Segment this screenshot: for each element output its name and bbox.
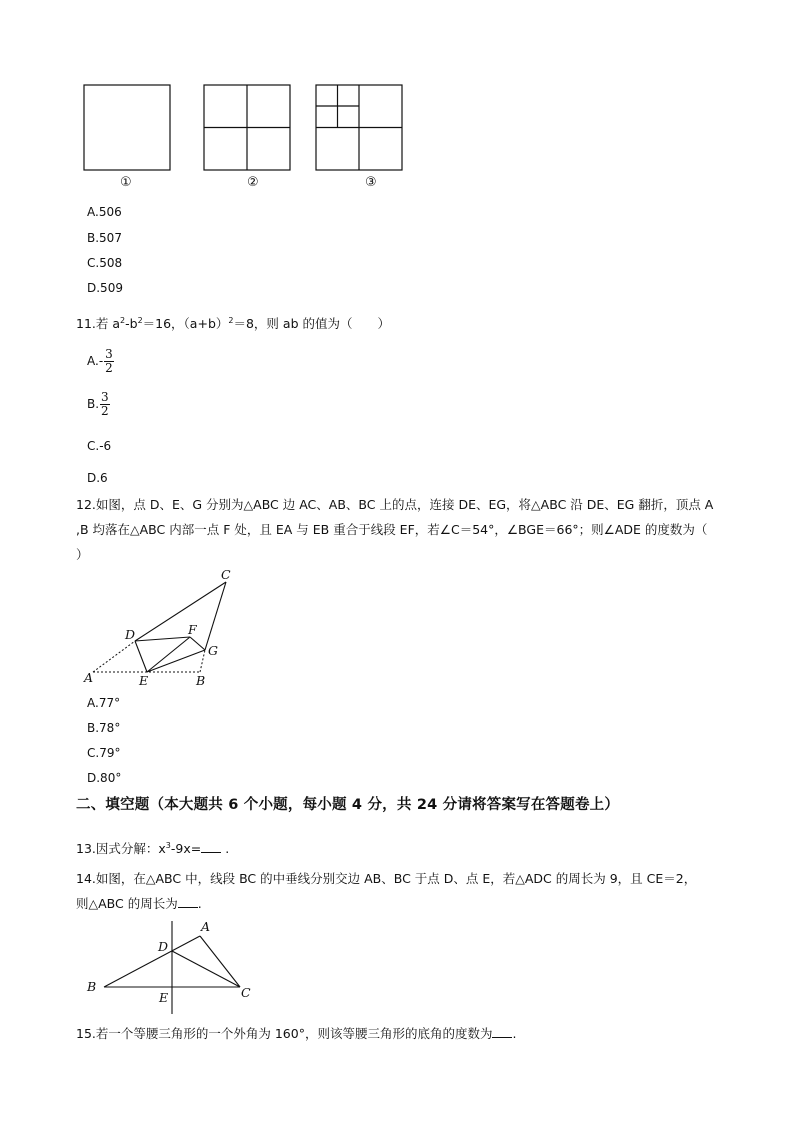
q14-label-b: B	[87, 979, 97, 994]
q14-question-line-2: 则△ABC 的周长为 .	[76, 896, 202, 911]
q12-label-d: D	[125, 627, 136, 642]
q12-label-b: B	[196, 673, 206, 688]
q12-label-e: E	[139, 673, 149, 688]
fraction-three-halves: $\frac{3}{2}$	[105, 347, 113, 375]
q12-option-c[interactable]: C.79°	[87, 746, 121, 760]
q12-question-line-1: 12.如图，点 D、E、G 分别为△ABC 边 AC、AB、BC 上的点，连接 DE、EG，将△ABC 沿 DE、EG 翻折，顶点 A	[76, 497, 714, 512]
q11-option-b[interactable]: B. $\frac{3}{2}$	[87, 390, 109, 418]
q14-label-c: C	[241, 985, 251, 1000]
q11-option-c[interactable]: C.-6	[87, 439, 112, 453]
q11-option-d[interactable]: D.6	[87, 471, 108, 485]
q12-option-a[interactable]: A.77°	[87, 696, 121, 710]
q11-question: 11.若 $a^2-b^2=16$，$(a+b)^2=8$，则 ab 的值为（ ）	[76, 316, 390, 332]
figure-label-1: ①	[120, 175, 132, 190]
q12-question-line-2: ,B 均落在△ABC 内部一点 F 处，且 EA 与 EB 重合于线段 EF，若∠C＝54°，∠BGE＝66°；则∠ADE 的度数为（	[76, 522, 708, 537]
section-title-fill-in: 二、填空题（本大题共 6 个小题，每小题 4 分，共 24 分请将答案写在答题卷上）	[76, 797, 620, 813]
q14-label-e: E	[159, 990, 169, 1005]
q10-option-c[interactable]: C.508	[87, 256, 123, 270]
figure-label-3: ③	[365, 175, 377, 190]
q13-question: 13.因式分解：$x^3-9x=$ .	[76, 841, 230, 857]
q12-option-d[interactable]: D.80°	[87, 771, 122, 785]
q12-label-f: F	[188, 622, 197, 637]
q10-option-a[interactable]: A.506	[87, 205, 122, 219]
q10-option-b[interactable]: B.507	[87, 231, 122, 245]
q11-option-a[interactable]: A.- $\frac{3}{2}$	[87, 347, 113, 375]
q12-question-line-3: ）	[76, 547, 89, 562]
q14-label-d: D	[158, 939, 169, 954]
q12-label-a: A	[84, 670, 94, 685]
q12-option-b[interactable]: B.78°	[87, 721, 121, 735]
q15-question: 15.若一个等腰三角形的一个外角为 160°，则该等腰三角形的底角的度数为 .	[76, 1026, 517, 1041]
q12-label-g: G	[208, 643, 218, 658]
q10-option-d[interactable]: D.509	[87, 281, 123, 295]
q14-label-a: A	[201, 919, 211, 934]
fraction-three-halves: $\frac{3}{2}$	[101, 390, 109, 418]
q15-answer-blank[interactable]	[492, 1025, 512, 1038]
q14-question-line-1: 14.如图，在△ABC 中，线段 BC 的中垂线分别交边 AB、BC 于点 D、点 E，若△ADC 的周长为 9，且 CE＝2，	[76, 871, 697, 886]
q12-label-c: C	[221, 567, 231, 582]
figure-label-2: ②	[247, 175, 259, 190]
